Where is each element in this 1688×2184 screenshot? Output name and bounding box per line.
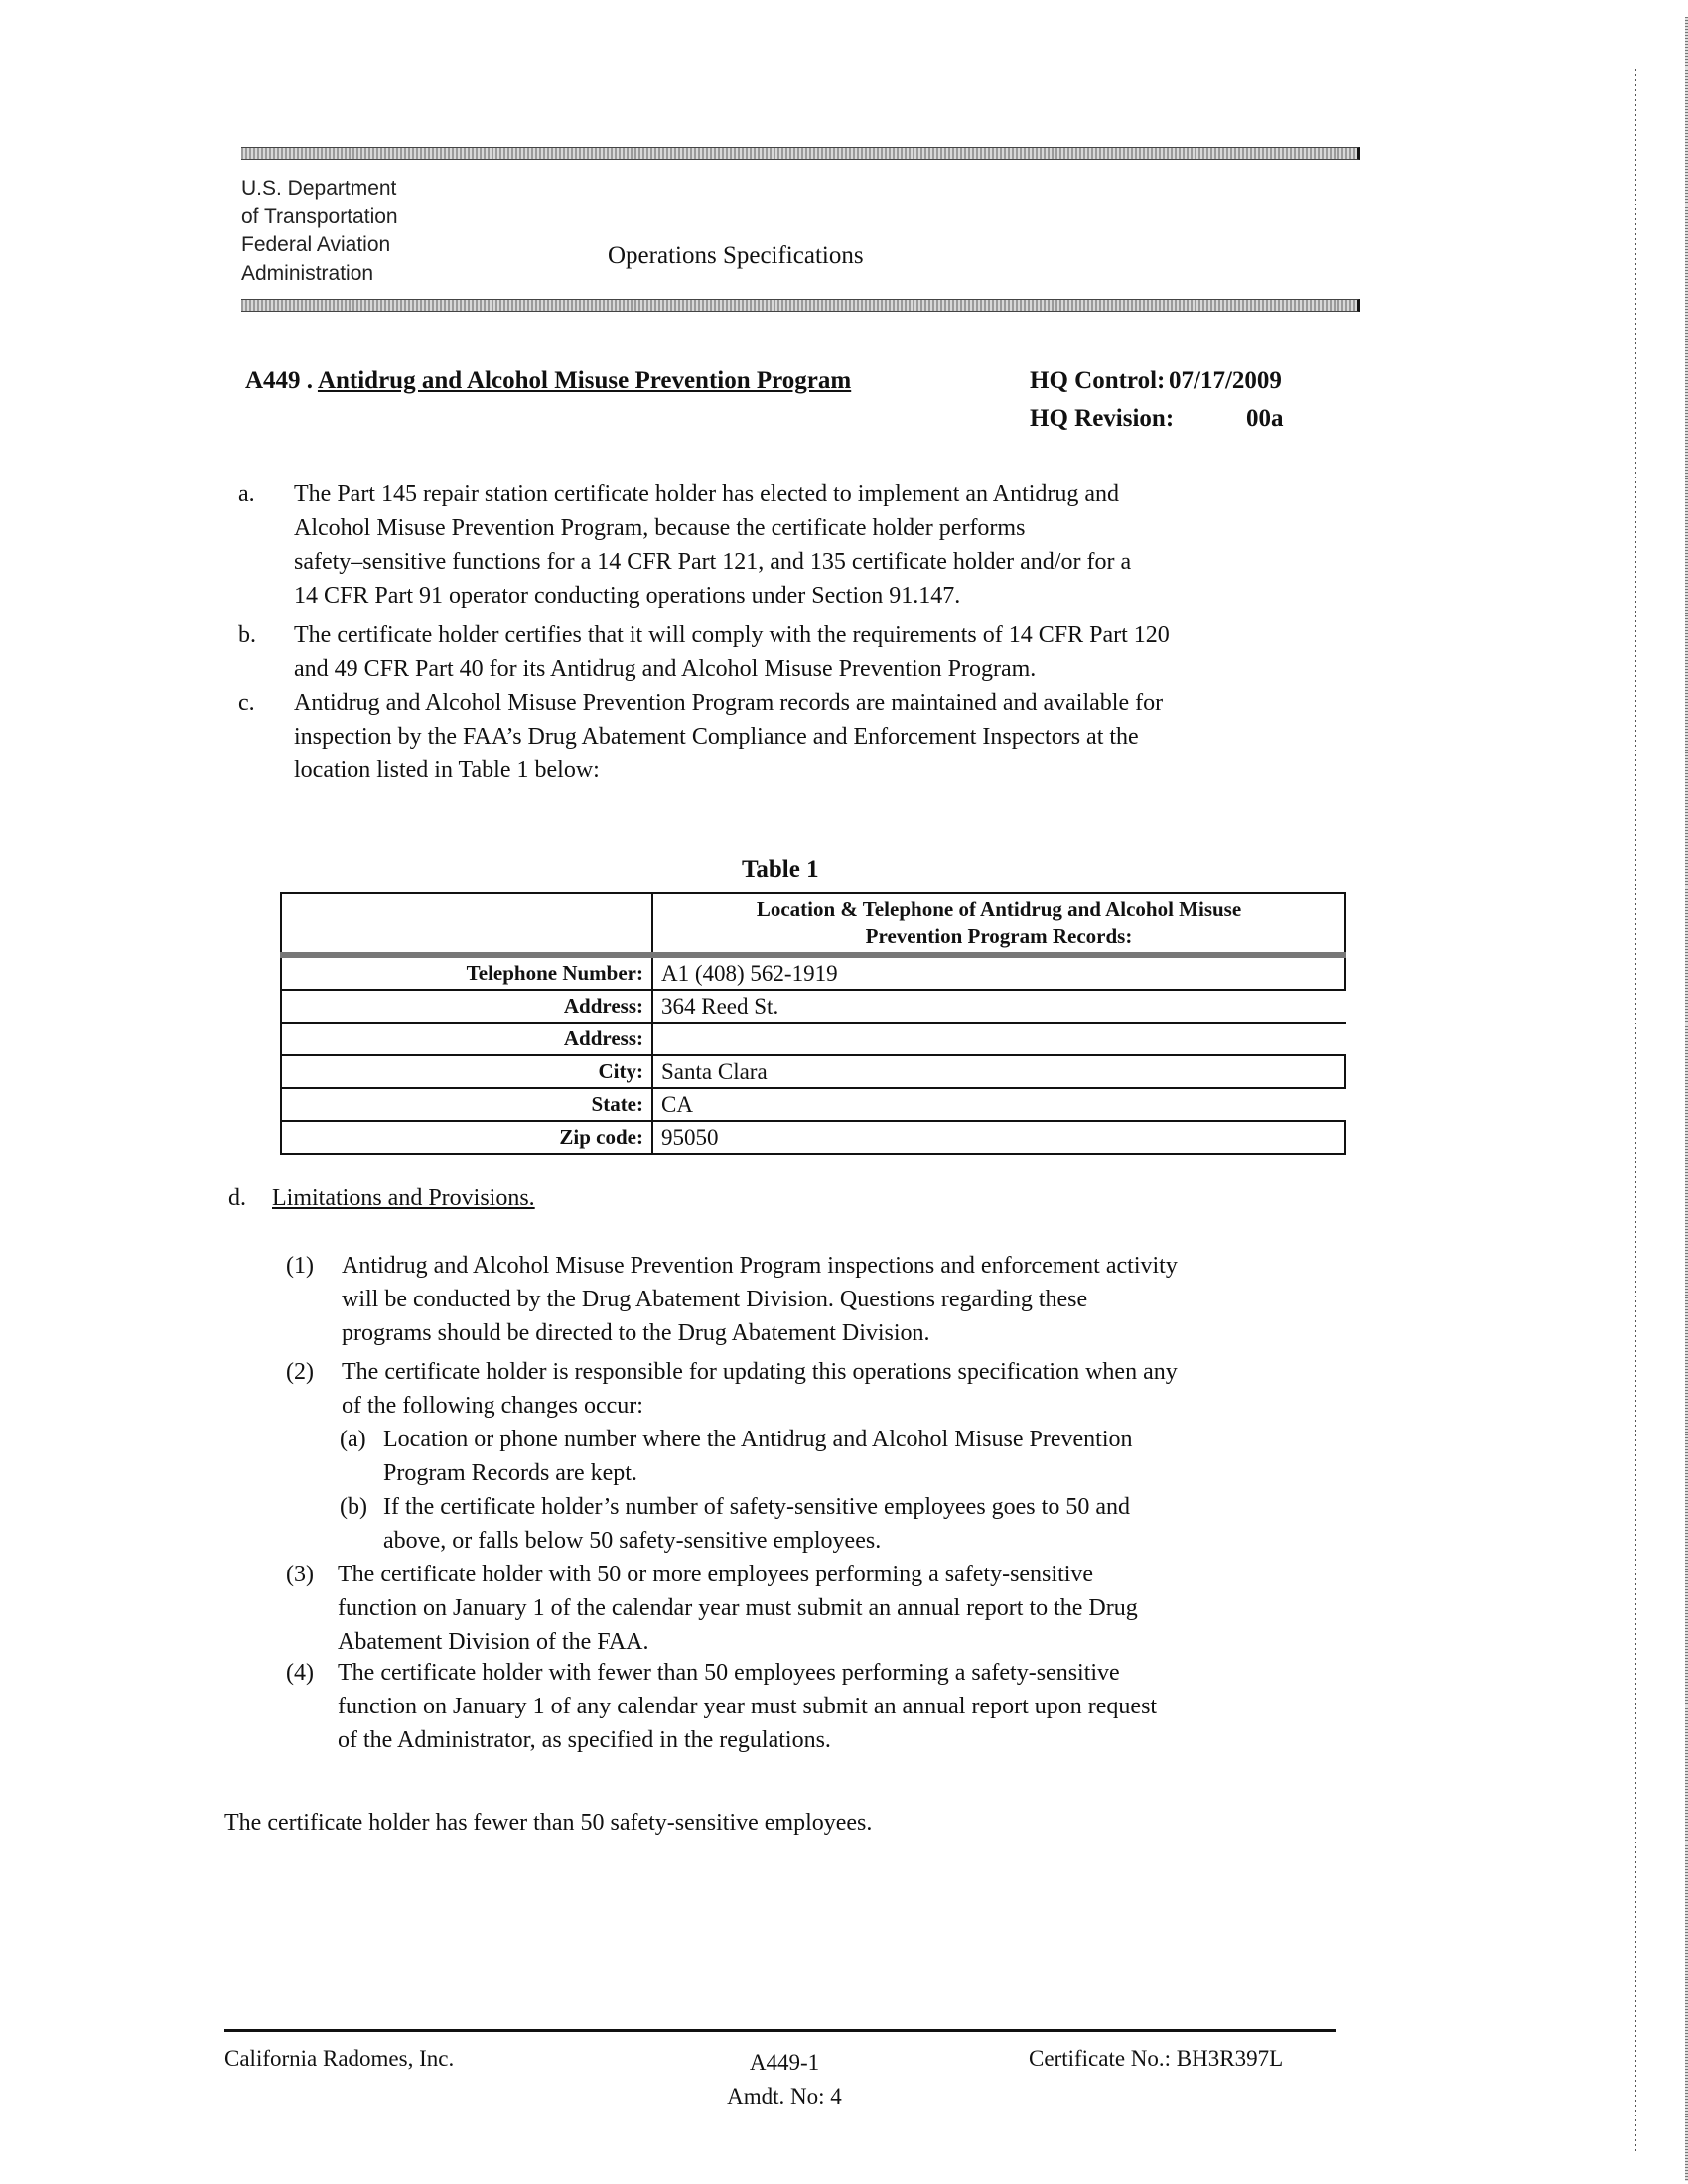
table-header-row <box>281 893 1345 955</box>
paragraph-line: inspection by the FAA’s Drug Abatement Compliance and Enforcement Inspectors at the <box>294 724 1139 750</box>
header-top-bar <box>241 147 1360 160</box>
hq-control <box>1030 367 1282 395</box>
paragraph-line: The certificate holder certifies that it will comply with the requirements of 14 CFR Part 120 <box>294 622 1170 648</box>
closing-statement: The certificate holder has fewer than 50 safety-sensitive employees. <box>224 1810 873 1836</box>
agency-line: Administration <box>241 261 374 285</box>
table-row <box>281 1023 1345 1055</box>
section-heading: Limitations and Provisions. <box>272 1185 535 1211</box>
table-header-cell <box>652 893 1345 955</box>
footer-page-id: A449-1 <box>749 2050 820 2075</box>
provision-2 <box>286 1355 1358 1423</box>
provision-marker: (1) <box>286 1253 314 1279</box>
provision-3 <box>286 1558 1358 1659</box>
hq-control-value: 07/17/2009 <box>1169 367 1282 394</box>
subprovision-line: If the certificate holder’s number of safety-sensitive employees goes to 50 and <box>383 1494 1130 1520</box>
agency-line: U.S. Department <box>241 177 397 200</box>
footer-company: California Radomes, Inc. <box>224 2046 455 2071</box>
opspec-name: Antidrug and Alcohol Misuse Prevention Program <box>317 367 852 394</box>
provision-line: function on January 1 of the calendar year must submit an annual report to the Drug <box>338 1595 1138 1621</box>
table-caption: Table 1 <box>742 856 819 883</box>
table-row <box>281 955 1345 990</box>
hq-revision-value: 00a <box>1246 405 1284 432</box>
row-value <box>652 1023 1345 1055</box>
row-label: City: <box>281 1055 652 1088</box>
row-value: A1 (408) 562-1919 <box>652 955 1345 990</box>
agency-line: of Transportation <box>241 205 398 228</box>
footer-page-block <box>655 2046 914 2114</box>
row-value: 364 Reed St. <box>652 990 1345 1023</box>
table-row <box>281 1055 1345 1088</box>
provision-line: will be conducted by the Drug Abatement Division. Questions regarding these <box>342 1287 1088 1312</box>
provision-line: The certificate holder is responsible for updating this operations specification when any <box>342 1359 1178 1385</box>
subprovision-line: Location or phone number where the Antidrug and Alcohol Misuse Prevention <box>383 1427 1133 1452</box>
provision-line: function on January 1 of any calendar year must submit an annual report upon request <box>338 1694 1158 1719</box>
row-value: 95050 <box>652 1121 1345 1154</box>
paragraph-c <box>238 686 1350 787</box>
provision-line: The certificate holder with fewer than 50 employees performing a safety-sensitive <box>338 1660 1120 1686</box>
paragraph-marker: c. <box>238 690 255 716</box>
paragraph-line: Antidrug and Alcohol Misuse Prevention Program records are maintained and available for <box>294 690 1164 716</box>
provision-line: The certificate holder with 50 or more employees performing a safety-sensitive <box>338 1562 1094 1587</box>
subprovision-marker: (a) <box>340 1427 366 1452</box>
table-header-line: Prevention Program Records: <box>865 924 1133 948</box>
provision-line: programs should be directed to the Drug Abatement Division. <box>342 1320 930 1346</box>
hq-control-label: HQ Control: <box>1030 367 1166 394</box>
provision-marker: (3) <box>286 1562 314 1587</box>
footer-rule <box>224 2029 1336 2032</box>
table-row <box>281 990 1345 1023</box>
paragraph-marker: b. <box>238 622 256 648</box>
table-header-line: Location & Telephone of Antidrug and Alcohol Misuse <box>756 897 1242 921</box>
paragraph-line: 14 CFR Part 91 operator conducting operations under Section 91.147. <box>294 583 961 609</box>
subprovision-a <box>340 1423 1352 1490</box>
provision-line: Abatement Division of the FAA. <box>338 1629 649 1655</box>
section-marker: d. <box>228 1185 246 1211</box>
records-location-table <box>280 892 1346 1155</box>
paragraph-line: Alcohol Misuse Prevention Program, because the certificate holder performs <box>294 515 1026 541</box>
provision-line: Antidrug and Alcohol Misuse Prevention Program inspections and enforcement activity <box>342 1253 1178 1279</box>
section-d-heading <box>228 1181 535 1215</box>
opspec-code: A449 . <box>245 367 314 394</box>
agency-block <box>241 175 398 288</box>
subprovision-line: above, or falls below 50 safety-sensitive employees. <box>383 1528 882 1554</box>
row-label: State: <box>281 1088 652 1121</box>
agency-line: Federal Aviation <box>241 233 391 256</box>
paragraph-line: location listed in Table 1 below: <box>294 757 600 783</box>
footer-certificate: Certificate No.: BH3R397L <box>1029 2046 1284 2071</box>
provision-marker: (4) <box>286 1660 314 1686</box>
paragraph-line: The Part 145 repair station certificate holder has elected to implement an Antidrug and <box>294 481 1120 507</box>
hq-revision <box>1030 405 1284 433</box>
hq-revision-label: HQ Revision: <box>1030 405 1175 432</box>
provision-4 <box>286 1656 1358 1757</box>
provision-marker: (2) <box>286 1359 314 1385</box>
scan-edge-line <box>1635 69 1636 2154</box>
header-bottom-bar <box>241 299 1360 312</box>
provision-line: of the Administrator, as specified in the regulations. <box>338 1727 831 1753</box>
footer-amendment: Amdt. No: 4 <box>727 2084 842 2109</box>
paragraph-b <box>238 618 1350 686</box>
row-value: Santa Clara <box>652 1055 1345 1088</box>
row-value: CA <box>652 1088 1345 1121</box>
row-label: Zip code: <box>281 1121 652 1154</box>
paragraph-line: safety–sensitive functions for a 14 CFR Part 121, and 135 certificate holder and/or for a <box>294 549 1132 575</box>
subprovision-line: Program Records are kept. <box>383 1460 637 1486</box>
row-label: Address: <box>281 990 652 1023</box>
provision-1 <box>286 1249 1358 1350</box>
table-header-blank <box>281 893 652 955</box>
paragraph-marker: a. <box>238 481 255 507</box>
subprovision-marker: (b) <box>340 1494 367 1520</box>
table-row <box>281 1121 1345 1154</box>
paragraph-line: and 49 CFR Part 40 for its Antidrug and Alcohol Misuse Prevention Program. <box>294 656 1037 682</box>
paragraph-a <box>238 478 1350 613</box>
table-row <box>281 1088 1345 1121</box>
row-label: Address: <box>281 1023 652 1055</box>
row-label: Telephone Number: <box>281 955 652 990</box>
page-title <box>245 367 851 395</box>
provision-line: of the following changes occur: <box>342 1393 643 1419</box>
subprovision-b <box>340 1490 1352 1558</box>
document-type: Operations Specifications <box>608 242 864 269</box>
